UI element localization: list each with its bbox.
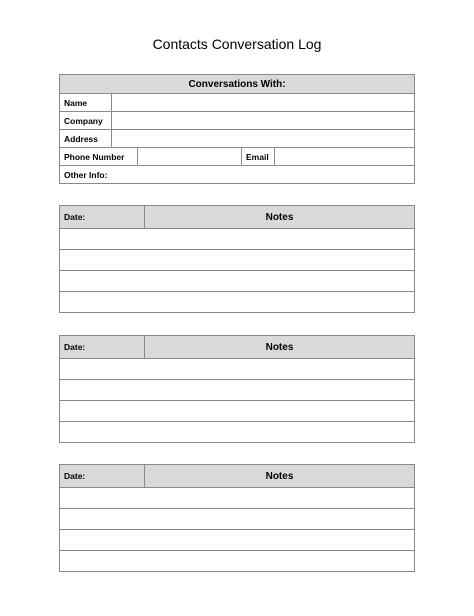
page-title: Contacts Conversation Log bbox=[152, 36, 322, 52]
notes-line[interactable] bbox=[60, 509, 415, 530]
notes-header: Notes bbox=[145, 206, 415, 229]
phone-number-label: Phone Number bbox=[60, 148, 138, 166]
date-label[interactable]: Date: bbox=[60, 465, 145, 488]
address-label: Address bbox=[60, 130, 112, 148]
notes-line[interactable] bbox=[60, 250, 415, 271]
other-info-label: Other Info: bbox=[64, 169, 108, 180]
name-field[interactable] bbox=[112, 94, 415, 112]
email-label: Email bbox=[242, 148, 275, 166]
notes-header: Notes bbox=[145, 336, 415, 359]
contact-info-table bbox=[59, 74, 415, 184]
address-field[interactable] bbox=[112, 130, 415, 148]
notes-line[interactable] bbox=[60, 488, 415, 509]
notes-line[interactable] bbox=[60, 551, 415, 572]
date-label[interactable]: Date: bbox=[60, 336, 145, 359]
notes-line[interactable] bbox=[60, 229, 415, 250]
conversation-log-table bbox=[59, 205, 415, 313]
name-label: Name bbox=[60, 94, 112, 112]
conversation-log-table bbox=[59, 335, 415, 443]
other-info-field[interactable] bbox=[60, 166, 415, 184]
notes-line[interactable] bbox=[60, 359, 415, 380]
notes-line[interactable] bbox=[60, 380, 415, 401]
company-field[interactable] bbox=[112, 112, 415, 130]
conversations-with-header: Conversations With: bbox=[60, 75, 415, 94]
company-label: Company bbox=[60, 112, 112, 130]
notes-line[interactable] bbox=[60, 422, 415, 443]
date-label[interactable]: Date: bbox=[60, 206, 145, 229]
email-field[interactable] bbox=[275, 148, 415, 166]
conversation-log-table bbox=[59, 464, 415, 572]
notes-line[interactable] bbox=[60, 530, 415, 551]
notes-line[interactable] bbox=[60, 292, 415, 313]
notes-line[interactable] bbox=[60, 271, 415, 292]
notes-line[interactable] bbox=[60, 401, 415, 422]
notes-header: Notes bbox=[145, 465, 415, 488]
phone-number-field[interactable] bbox=[138, 148, 242, 166]
